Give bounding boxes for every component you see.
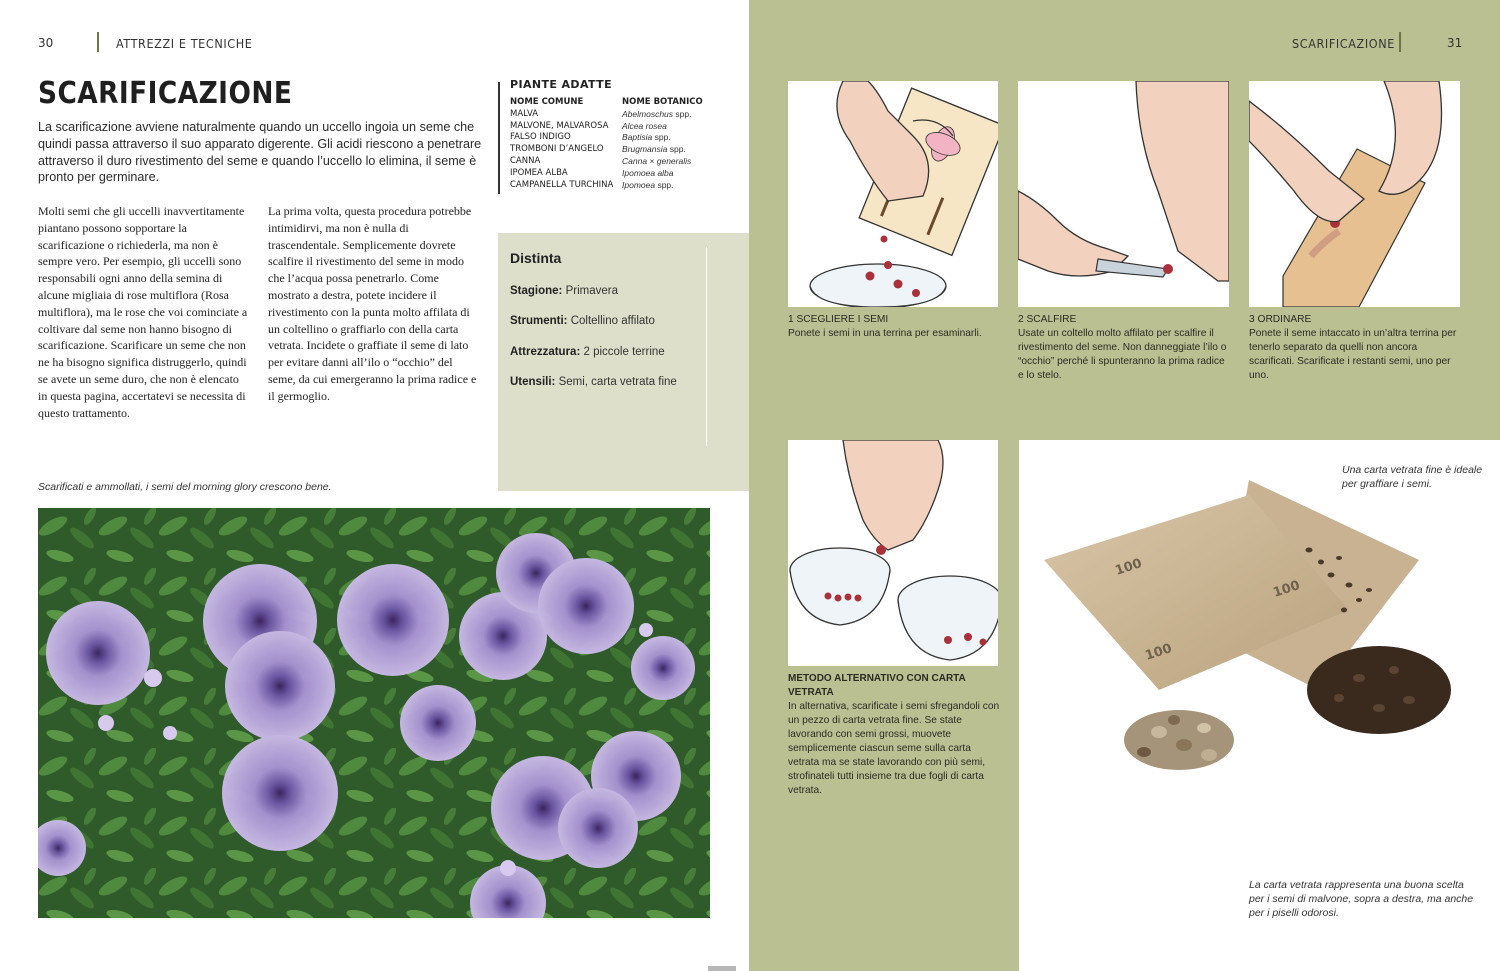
botanic-name-column — [622, 97, 703, 191]
common-name: MALVA — [510, 108, 539, 119]
step-2-heading — [1018, 313, 1230, 327]
running-head-right: SCARIFICAZIONE — [1292, 36, 1395, 51]
botanic-name-row — [622, 168, 703, 180]
alt-method-illustration — [788, 440, 998, 666]
step-1-heading — [788, 313, 1000, 327]
alt-method-text — [788, 672, 1000, 798]
two-bowls-drawing — [788, 440, 998, 666]
botanic-name-row — [622, 132, 703, 144]
checklist-divider — [706, 247, 707, 446]
species-suffix: spp. — [667, 144, 686, 155]
step-number: 2 — [1018, 314, 1024, 325]
botanic-name-row — [622, 156, 703, 168]
body-column-2: La prima volta, questa procedura potrebbe intimidirvi, ma non è nulla di trascendentale. Semplicemente dovrete scalfire il rivestimento del seme in modo che l’acqua possa penetrarlo. Come mostrato a destra, potete incidere il rivestimento con la punta molto affilata di un coltellino o graffiarlo con della carta vetrata. Incidete o graffiate il seme di lato per evitare danni all’ilo o “occhio” del seme, da cui emergeranno la prima radice e il germoglio. — [268, 204, 477, 403]
step-number: 3 — [1249, 314, 1255, 325]
step-number: 1 — [788, 314, 794, 325]
page-title: SCARIFICAZIONE — [38, 76, 293, 111]
common-name: TROMBONI D’ANGELO — [510, 144, 604, 155]
step-1-text — [788, 313, 1000, 341]
sandpaper-caption: Una carta vetrata fine è ideale per graffiare i semi. — [1342, 464, 1483, 490]
plants-rule — [498, 82, 500, 194]
step-title: ORDINARE — [1257, 314, 1312, 325]
left-page — [0, 0, 749, 971]
botanic-name-row — [622, 144, 703, 156]
running-head-left: ATTREZZI E TECNICHE — [116, 36, 253, 51]
step-2-illustration — [1018, 81, 1229, 307]
sort-seed-drawing — [1249, 81, 1460, 307]
botanic-name: Canna × generalis — [622, 155, 692, 166]
season-label: Stagione: — [510, 285, 563, 297]
page-number-left: 30 — [38, 36, 54, 50]
sandpaper-grit-label: 100 — [1143, 641, 1174, 664]
step-1-illustration — [788, 81, 998, 307]
common-name: MALVONE, MALVAROSA — [510, 120, 609, 131]
flower-image — [38, 508, 710, 918]
header-divider — [97, 32, 99, 52]
common-name: CAMPANELLA TURCHINA — [510, 179, 614, 190]
plants-title: PIANTE ADATTE — [510, 78, 612, 91]
checklist-tools — [510, 315, 655, 327]
botanic-name-row — [622, 180, 703, 192]
botanic-name: Ipomoea alba — [622, 167, 674, 178]
botanic-name-row — [622, 121, 703, 133]
species-suffix: spp. — [652, 132, 671, 143]
sandpaper-grit-label: 100 — [1271, 578, 1302, 601]
botanic-name: Brugmansia — [622, 144, 668, 155]
botanic-name: Ipomoea — [622, 179, 656, 190]
choose-seeds-drawing — [788, 81, 998, 307]
botanic-name: Abelmoschus — [622, 108, 674, 119]
common-name: FALSO INDIGO — [510, 132, 571, 143]
photo-caption: Scarificati e ammollati, i semi del morning glory crescono bene. — [38, 481, 332, 493]
sandpaper-photo-panel — [1019, 440, 1500, 971]
morning-glory-photo — [38, 508, 710, 918]
botanic-name-row — [622, 109, 703, 121]
botanic-name: Baptisia — [622, 132, 653, 143]
page-edge-tab — [708, 966, 736, 971]
checklist-box — [498, 233, 749, 491]
intro-paragraph: La scarificazione avviene naturalmente quando un uccello ingoia un seme che quindi passa attraverso il suo apparato digerente. Gli acidi riescono a penetrare attraverso il duro rivestimento del seme e quando l’uccello lo elimina, il seme è pronto per germinare. — [38, 120, 482, 185]
step-description: Ponete i semi in una terrina per esaminarli. — [788, 328, 982, 339]
step-description: Usate un coltello molto affilato per scalfire il rivestimento del seme. Non danneggiate l’ilo o “occhio” perché li spunteranno la prima radice e lo stelo. — [1018, 328, 1227, 381]
common-name: IPOMEA ALBA — [510, 167, 568, 178]
common-name-header: NOME COMUNE — [510, 97, 584, 107]
utensils-label: Utensili: — [510, 376, 556, 388]
checklist-title: Distinta — [510, 250, 562, 266]
species-suffix: spp. — [655, 179, 674, 190]
step-3-heading — [1249, 313, 1461, 327]
botanic-name-header: NOME BOTANICO — [622, 97, 703, 107]
header-divider — [1399, 32, 1401, 52]
body-column-1: Molti semi che gli uccelli inavvertitamente piantano possono sopportare la scarificazione o richiederla, ma non è sempre vero. Per esempio, gli uccelli sono responsabili ogni anno della semina di alcune migliaia di rose multiflora (Rosa multiflora), ma le rose che voi cominciate a coltivare dal seme non hanno bisogno di scarificazione. Scarificare un seme che non ne ha bisogno significa distruggerlo, quindi se avete un seme duro, che non è elencato in questa pagina, accertatevi se necessita di questo trattamento. — [38, 204, 248, 420]
species-suffix: spp. — [673, 108, 692, 119]
equipment-value: 2 piccole terrine — [583, 346, 665, 358]
alt-method-title: METODO ALTERNATIVO CON CARTA VETRATA — [788, 673, 966, 698]
common-name-column — [510, 97, 613, 191]
scratch-seed-drawing — [1018, 81, 1229, 307]
step-title: SCALFIRE — [1026, 314, 1077, 325]
page-number-right: 31 — [1447, 36, 1463, 50]
step-3-text — [1249, 313, 1461, 383]
alt-method-description: In alternativa, scarificate i semi sfregandoli con un pezzo di carta vetrata fine. Se state lavorando con semi grossi, muovete semplicemente ciascun seme sulla carta vetrata ma se state lavorando con più semi, strofinateli tutti insieme tra due fogli di carta vetrata. — [788, 701, 1000, 796]
season-value: Primavera — [565, 285, 618, 297]
common-name: CANNA — [510, 155, 541, 166]
step-3-illustration — [1249, 81, 1460, 307]
checklist-season — [510, 285, 618, 297]
sandpaper-grit-label: 100 — [1113, 556, 1144, 579]
seeds-caption: La carta vetrata rappresenta una buona scelta per i semi di malvone, sopra a destra, ma anche per i piselli odorosi. — [1249, 879, 1474, 919]
step-2-text — [1018, 313, 1230, 383]
utensils-value: Semi, carta vetrata fine — [558, 376, 677, 388]
step-title: SCEGLIERE I SEMI — [796, 314, 889, 325]
step-description: Ponete il seme intaccato in un’altra terrina per tenerlo separato da quelli non ancora scarificati. Scarificate i restanti semi, uno per uno. — [1249, 328, 1457, 381]
botanic-name: Alcea rosea — [622, 120, 667, 131]
checklist-equipment — [510, 346, 665, 358]
tools-label: Strumenti: — [510, 315, 568, 327]
tools-value: Coltellino affilato — [570, 315, 655, 327]
checklist-utensils — [510, 376, 677, 388]
equipment-label: Attrezzatura: — [510, 346, 581, 358]
